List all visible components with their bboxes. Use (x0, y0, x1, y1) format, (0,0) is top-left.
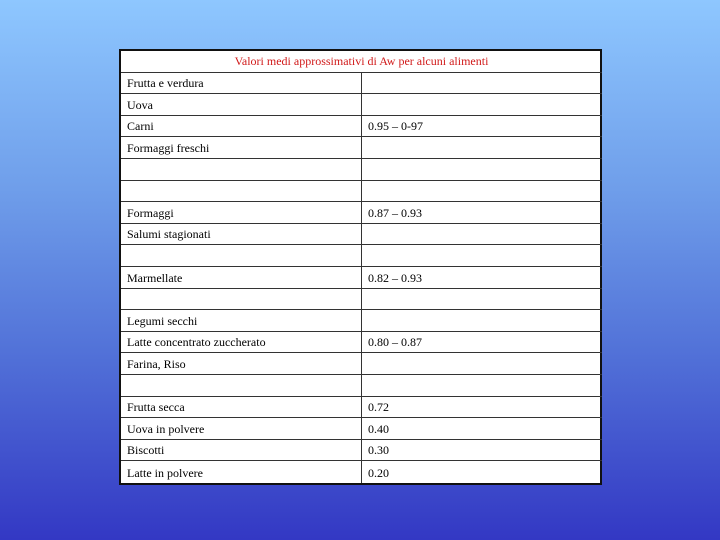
table-cell-food: Frutta secca (121, 397, 362, 419)
table-cell-food (121, 375, 362, 397)
table-cell-food: Salumi stagionati (121, 224, 362, 246)
table-cell-aw: 0.40 (362, 418, 602, 440)
table-cell-aw (362, 245, 602, 267)
table-cell-aw: 0.72 (362, 397, 602, 419)
table-cell-food: Latte concentrato zuccherato (121, 332, 362, 354)
table-cell-aw (362, 181, 602, 203)
table-title: Valori medi approssimativi di Aw per alcuni alimenti (121, 51, 602, 73)
table-cell-aw (362, 375, 602, 397)
table-cell-aw (362, 159, 602, 181)
table-cell-aw: 0.30 (362, 440, 602, 462)
table-cell-aw: 0.95 – 0-97 (362, 116, 602, 138)
table-cell-aw: 0.82 – 0.93 (362, 267, 602, 289)
table-cell-food: Uova in polvere (121, 418, 362, 440)
table-cell-aw (362, 94, 602, 116)
table-cell-aw (362, 224, 602, 246)
table-cell-food (121, 289, 362, 311)
table-cell-aw (362, 73, 602, 95)
table-cell-aw (362, 289, 602, 311)
table-cell-aw (362, 310, 602, 332)
table-cell-food: Uova (121, 94, 362, 116)
table-cell-food: Legumi secchi (121, 310, 362, 332)
table-cell-food: Biscotti (121, 440, 362, 462)
table-cell-aw: 0.20 (368, 466, 389, 480)
table-cell-food: Formaggi freschi (121, 137, 362, 159)
table-cell-food (121, 181, 362, 203)
table-cell-food: Formaggi (121, 202, 362, 224)
table-cell-aw: 0.80 – 0.87 (362, 332, 602, 354)
table-cell-food: Farina, Riso (121, 353, 362, 375)
table-cell-food (121, 245, 362, 267)
aw-table (119, 49, 602, 485)
table-cell-food: Carni (121, 116, 362, 138)
table-cell-aw (362, 137, 602, 159)
table-cell-food: Frutta e verdura (121, 73, 362, 95)
table-cell-aw (362, 353, 602, 375)
table-cell-aw: 0.87 – 0.93 (362, 202, 602, 224)
table-cell-food: Latte in polvere (121, 461, 362, 483)
table-cell-food (121, 159, 362, 181)
table-cell-food: Marmellate (121, 267, 362, 289)
